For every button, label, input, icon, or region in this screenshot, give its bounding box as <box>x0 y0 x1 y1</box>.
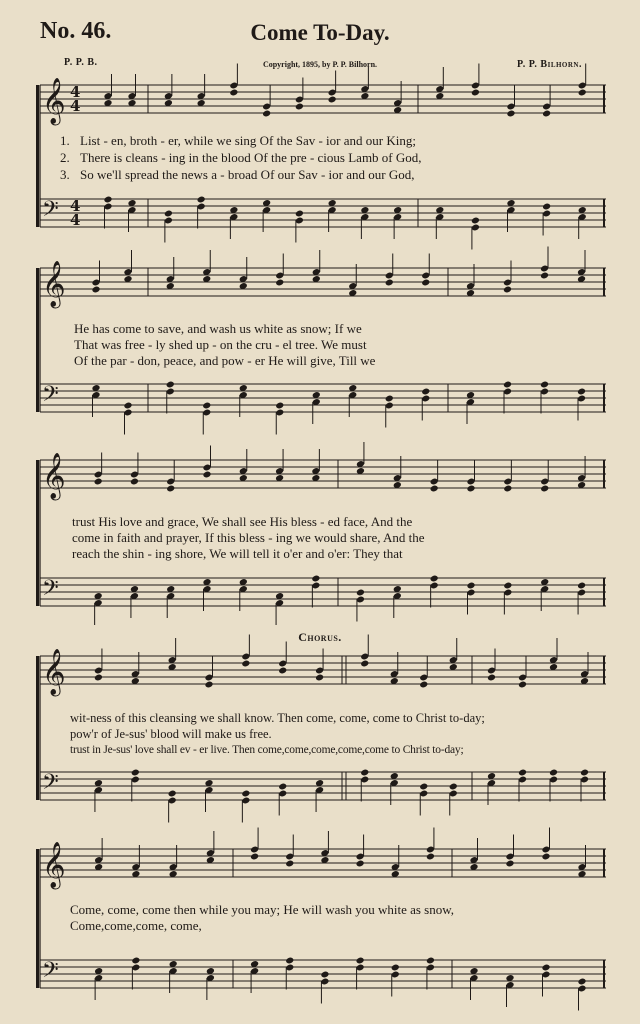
note-head <box>250 853 259 861</box>
bass-clef-icon: 𝄢 <box>42 770 59 800</box>
note-head <box>241 660 250 668</box>
note-head <box>360 769 369 777</box>
treble-clef-icon: 𝄞 <box>42 842 66 888</box>
bass-clef-icon: 𝄢 <box>42 382 59 412</box>
note-head <box>503 485 512 493</box>
time-signature: 4 <box>70 211 81 229</box>
note-head <box>466 485 475 493</box>
note-head <box>356 957 365 965</box>
note-head <box>295 210 304 218</box>
system-brace <box>36 85 39 227</box>
note-head <box>328 96 337 104</box>
lyric-line: trust His love and grace, We shall see His bless - ed face, And the <box>72 514 413 529</box>
note-head <box>503 582 512 590</box>
note-head <box>577 388 586 396</box>
note-head <box>503 381 512 389</box>
bass-clef-icon: 𝄢 <box>42 576 59 606</box>
note-head <box>542 203 551 211</box>
note-head <box>320 971 329 979</box>
treble-clef-icon: 𝄞 <box>42 261 66 307</box>
copyright-notice: Copyright, 1895, by P. P. Bilhorn. <box>262 60 378 69</box>
note-head <box>449 783 458 791</box>
lyric-line: come in faith and prayer, If this bless - ing we would share, And the <box>72 530 425 545</box>
note-head <box>426 957 435 965</box>
note-head <box>166 485 175 493</box>
note-head <box>541 853 550 861</box>
note-head <box>197 196 206 204</box>
lyric-line: 3. So we'll spread the news a - broad Of our Sav - ior and our God, <box>60 167 415 182</box>
note-head <box>540 381 549 389</box>
note-head <box>518 769 527 777</box>
treble-clef-icon: 𝄞 <box>42 453 66 499</box>
note-head <box>166 381 175 389</box>
system-brace <box>36 849 39 988</box>
note-head <box>541 964 550 972</box>
lyric-line: Come,come,come, come, <box>70 918 202 933</box>
note-head <box>385 279 394 287</box>
lyric-line: pow'r of Je-sus' blood will make us free. <box>70 727 272 741</box>
note-head <box>471 89 480 97</box>
note-head <box>295 103 304 111</box>
note-head <box>580 769 589 777</box>
time-signature: 4 <box>70 197 81 215</box>
note-head <box>103 196 112 204</box>
lyric-line: wit-ness of this cleansing we shall know. Then come, come, come to Christ to-day; <box>70 711 485 725</box>
chorus-label: Chorus. <box>298 630 342 644</box>
hymn-title: Come To-Day. <box>250 20 390 45</box>
note-head <box>419 681 428 689</box>
note-head <box>426 853 435 861</box>
note-head <box>466 582 475 590</box>
lyric-line: 2. There is cleans - ing in the blood Of the pre - cious Lamb of God, <box>60 150 422 165</box>
note-head <box>577 582 586 590</box>
note-head <box>131 769 140 777</box>
note-head <box>385 395 394 403</box>
bass-clef-icon: 𝄢 <box>42 197 59 227</box>
note-head <box>356 860 365 868</box>
lyric-line: trust in Je-sus' love shall ev - er live. Then come,come,come,come,come to Christ to-day; <box>70 744 464 756</box>
note-head <box>430 485 439 493</box>
note-head <box>94 478 103 486</box>
note-head <box>278 667 287 675</box>
composer-credit: P. P. Bilhorn. <box>517 59 582 70</box>
note-head <box>503 286 512 294</box>
note-head <box>577 978 586 986</box>
time-signature: 4 <box>70 97 81 115</box>
note-head <box>204 681 213 689</box>
note-head <box>275 402 284 410</box>
note-head <box>471 217 480 225</box>
note-head <box>505 860 514 868</box>
time-signature: 4 <box>70 83 81 101</box>
lyric-line: Come, come, come then while you may; He will wash you white as snow, <box>70 902 455 917</box>
lyric-line: Of the par - don, peace, and pow - er He will give, Till we <box>74 353 376 368</box>
note-head <box>202 471 211 479</box>
note-head <box>578 89 587 97</box>
note-head <box>241 790 250 798</box>
note-head <box>94 674 103 682</box>
note-head <box>311 575 320 583</box>
note-head <box>315 674 324 682</box>
note-head <box>202 402 211 410</box>
note-head <box>487 674 496 682</box>
lyric-line: 1. List - en, broth - er, while we sing Of the Sav - ior and our King; <box>60 133 416 148</box>
note-head <box>421 279 430 287</box>
note-head <box>123 402 132 410</box>
note-head <box>542 110 551 118</box>
treble-clef-icon: 𝄞 <box>42 78 66 124</box>
note-head <box>285 860 294 868</box>
note-head <box>130 478 139 486</box>
hymn-number: No. 46. <box>40 18 112 44</box>
note-head <box>421 388 430 396</box>
treble-clef-icon: 𝄞 <box>42 649 66 695</box>
lyric-line: He has come to save, and wash us white as snow; If we <box>74 321 362 336</box>
note-head <box>356 589 365 597</box>
note-head <box>168 790 177 798</box>
note-head <box>391 964 400 972</box>
bass-clef-icon: 𝄢 <box>42 958 59 988</box>
note-head <box>278 783 287 791</box>
lyric-line: reach the shin - ing shore, We will tell it o'er and o'er: They that <box>72 546 403 561</box>
note-head <box>131 957 140 965</box>
note-head <box>549 769 558 777</box>
note-head <box>360 660 369 668</box>
note-head <box>540 485 549 493</box>
lyric-line: That was free - ly shed up - on the cru - el tree. We must <box>74 337 367 352</box>
system-brace <box>36 656 39 800</box>
note-head <box>275 279 284 287</box>
note-head <box>229 89 238 97</box>
note-head <box>540 272 549 280</box>
system-brace <box>36 460 39 606</box>
note-head <box>285 957 294 965</box>
note-head <box>506 110 515 118</box>
system-brace <box>36 268 39 412</box>
note-head <box>419 783 428 791</box>
note-head <box>262 110 271 118</box>
note-head <box>164 210 173 218</box>
note-head <box>91 286 100 294</box>
lyricist-credit: P. P. B. <box>64 57 98 68</box>
note-head <box>430 575 439 583</box>
note-head <box>518 681 527 689</box>
